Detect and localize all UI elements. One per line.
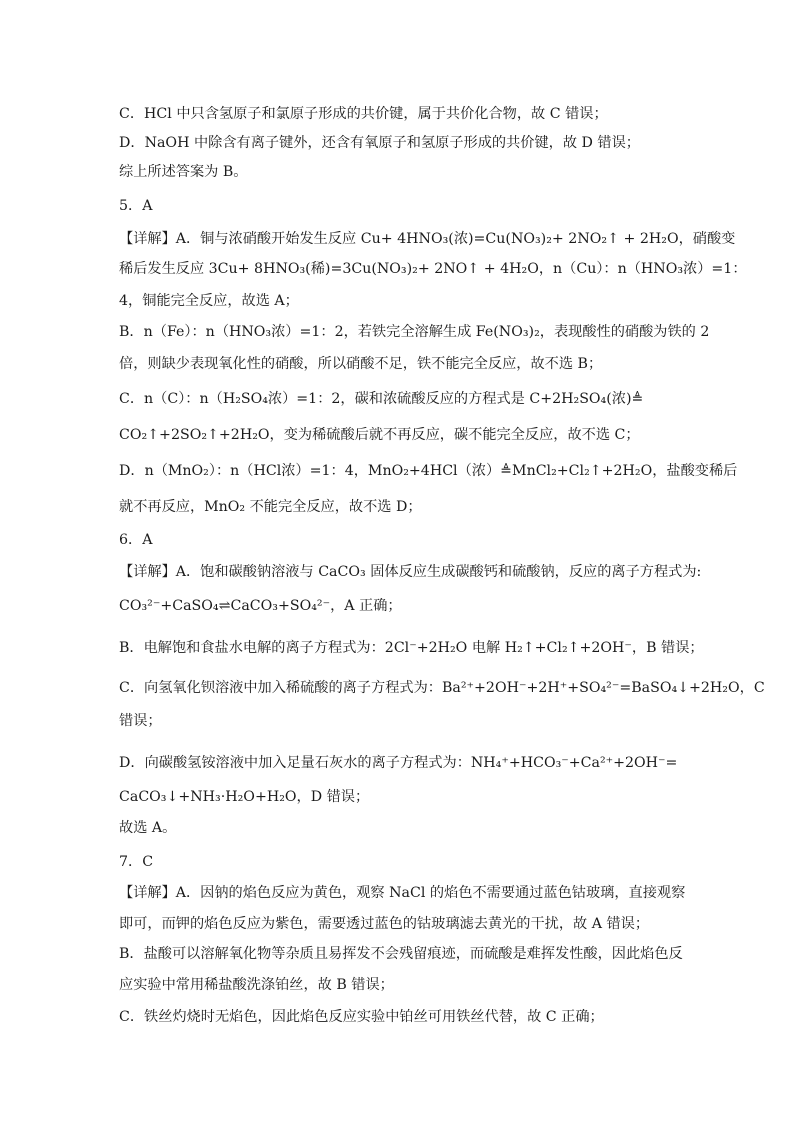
text-line: D．NaOH 中除含有离子键外，还含有氧原子和氢原子形成的共价键，故 D 错误； xyxy=(119,135,640,151)
text-line: CO₂↑+2SO₂↑+2H₂O，变为稀硫酸后就不再反应，碳不能完全反应，故不选 C； xyxy=(119,427,640,443)
text-line: B．电解饱和食盐水电解的离子方程式为：2Cl⁻+2H₂O 电解 H₂↑+Cl₂↑+2OH⁻，B 错误； xyxy=(119,640,704,656)
text-line: C．n（C）：n（H₂SO₄浓）=1：2，碳和浓硫酸反应的方程式是 C+2H₂SO₄(浓)≜ xyxy=(119,391,644,407)
text-line: 故选 A。 xyxy=(119,820,177,836)
text-line: CO₃²⁻+CaSO₄⇌CaCO₃+SO₄²⁻，A 正确； xyxy=(119,598,402,614)
text-line: 稀后发生反应 3Cu+ 8HNO₃(稀)=3Cu(NO₃)₂+ 2NO↑ + 4H₂O，n（Cu）：n（HNO₃浓）=1： xyxy=(119,261,747,277)
text-line: B．盐酸可以溶解氧化物等杂质且易挥发不会残留痕迹，而硫酸是难挥发性酸，因此焰色反 xyxy=(119,946,683,962)
text-line: B．n（Fe）：n（HNO₃浓）=1：2，若铁完全溶解生成 Fe(NO₃)₂，表现酸性的硝酸为铁的 2 xyxy=(119,324,710,340)
text-line: 4，铜能完全反应，故选 A； xyxy=(119,293,299,309)
text-line: 倍，则缺少表现氧化性的硝酸，所以硝酸不足，铁不能完全反应，故不选 B； xyxy=(119,356,603,372)
question-number: 6．A xyxy=(119,532,153,548)
text-line: C．铁丝灼烧时无焰色，因此焰色反应实验中铂丝可用铁丝代替，故 C 正确； xyxy=(119,1009,604,1025)
text-line: 就不再反应，MnO₂ 不能完全反应，故不选 D； xyxy=(119,499,422,515)
text-line: D．n（MnO₂）：n（HCl浓）=1：4，MnO₂+4HCl（浓）≜MnCl₂+Cl₂↑+2H₂O，盐酸变稀后 xyxy=(119,463,738,479)
text-line: 【详解】A．饱和碳酸钠溶液与 CaCO₃ 固体反应生成碳酸钙和硫酸钠，反应的离子方程式为: xyxy=(119,564,702,580)
question-number: 5．A xyxy=(119,198,153,214)
text-line: 【详解】A．铜与浓硝酸开始发生反应 Cu+ 4HNO₃(浓)=Cu(NO₃)₂+ 2NO₂↑ + 2H₂O，硝酸变 xyxy=(119,231,736,247)
text-line: C．HCl 中只含氢原子和氯原子形成的共价键，属于共价化合物，故 C 错误； xyxy=(119,106,608,122)
text-line: 综上所述答案为 B。 xyxy=(119,164,248,180)
text-line: 即可，而钾的焰色反应为紫色，需要透过蓝色的钴玻璃滤去黄光的干扰，故 A 错误； xyxy=(119,916,650,932)
text-line: 应实验中常用稀盐酸洗涤铂丝，故 B 错误； xyxy=(119,977,394,993)
question-number: 7．C xyxy=(119,854,154,870)
text-line: 【详解】A．因钠的焰色反应为黄色，观察 NaCl 的焰色不需要通过蓝色钴玻璃，直接观察 xyxy=(119,885,686,901)
text-line: C．向氢氧化钡溶液中加入稀硫酸的离子方程式为：Ba²⁺+2OH⁻+2H⁺+SO₄²⁻=BaSO₄↓+2H₂O，C xyxy=(119,680,765,696)
text-line: 错误； xyxy=(119,713,162,729)
text-line: D．向碳酸氢铵溶液中加入足量石灰水的离子方程式为：NH₄⁺+HCO₃⁻+Ca²⁺+2OH⁻= xyxy=(119,755,678,771)
text-line: CaCO₃↓+NH₃·H₂O+H₂O，D 错误； xyxy=(119,789,370,805)
